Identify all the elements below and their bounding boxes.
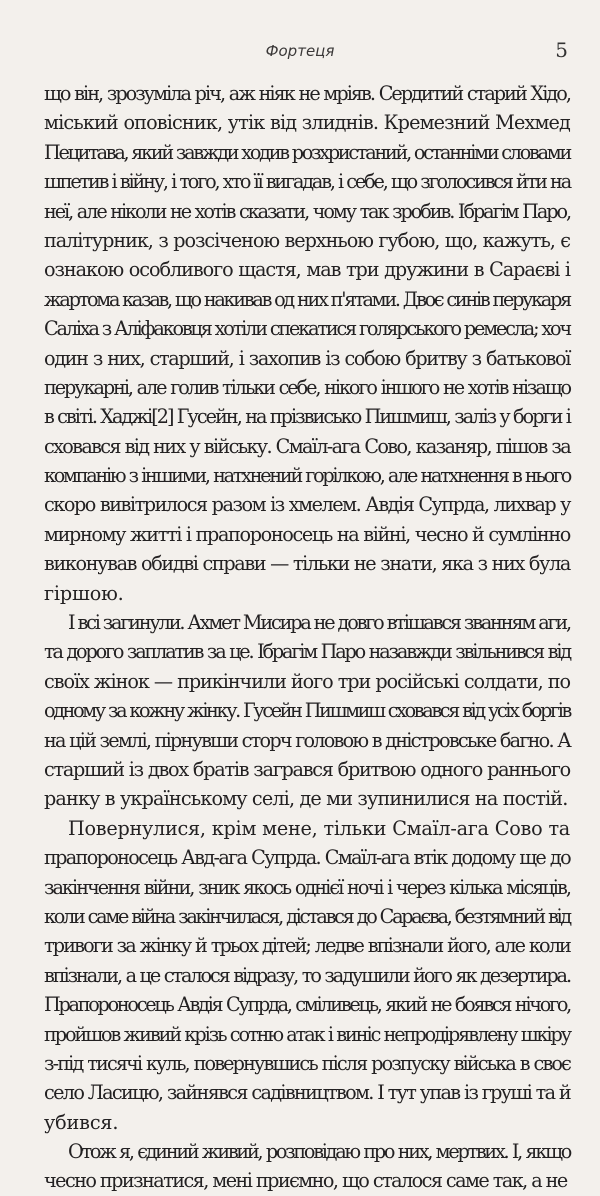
text-line: на цій землі, пірнувши сторч головою в дністровське багно. А bbox=[44, 728, 570, 752]
text-line: І всі загинули. Ахмет Мисира не довго втішався званням аги, bbox=[68, 611, 570, 635]
running-title: Фортеця bbox=[265, 42, 335, 60]
text-line: Саліха з Аліфаковця хотіли спекатися голярського ремесла; хоч bbox=[44, 317, 570, 341]
text-line: прапороносець Авд-ага Супрда. Смаїл-ага втік додому ще до bbox=[44, 846, 570, 870]
text-line: коли саме війна закінчилася, дістався до Сараєва, безтямний від bbox=[44, 904, 570, 928]
text-line: Отож я, єдиний живий, розповідаю про них, мертвих. І, якщо bbox=[68, 1140, 570, 1164]
text-line: один з них, старший, і захопив із собою бритву з батькової bbox=[44, 346, 570, 370]
text-line: впізнали, а це сталося відразу, то задушили його як дезертира. bbox=[44, 963, 570, 987]
text-line: своїх жінок — прикінчили його три російські солдати, по bbox=[44, 669, 570, 693]
paragraph bbox=[44, 1137, 570, 1196]
text-line: з-під тисячі куль, повернувшись після розпуску війська в своє bbox=[44, 1051, 570, 1075]
text-line: старший із двох братів загрався бритвою одного раннього bbox=[44, 757, 570, 781]
text-line: гіршою. bbox=[44, 581, 124, 605]
text-line: ранку в українському селі, де ми зупинилися на постій. bbox=[44, 787, 568, 811]
text-line: Повернулися, крім мене, тільки Смаїл-ага Сово та bbox=[68, 816, 570, 840]
text-line: та дорого заплатив за це. Ібрагім Паро назавжди звільнився від bbox=[44, 640, 570, 664]
body-text bbox=[44, 79, 570, 1196]
text-line: що він, зрозуміла річ, аж ніяк не мріяв. Сердитий старий Хідо, bbox=[44, 82, 570, 105]
text-line: чесно признатися, мені приємно, що сталося саме так, а не bbox=[44, 1169, 567, 1193]
text-line: Прапороносець Авдія Супрда, сміливець, який не боявся нічого, bbox=[44, 993, 570, 1017]
text-line: Пецитава, який завжди ходив розхристаний, останніми словами bbox=[44, 140, 570, 164]
text-line: неї, але ніколи не хотів сказати, чому так зробив. Ібрагім Паро, bbox=[44, 199, 570, 223]
page-header bbox=[0, 38, 600, 68]
text-line: одному за кожну жінку. Гусейн Пишмиш сховався від усіх боргів bbox=[44, 699, 570, 723]
text-line: убився. bbox=[44, 1110, 119, 1134]
text-line: міський оповісник, утік від злиднів. Кремезний Мехмед bbox=[44, 111, 570, 135]
text-line: шпетив і війну, і того, хто її вигадав, і себе, що зголосився йти на bbox=[44, 170, 570, 194]
text-line: в світі. Хаджі[2] Гусейн, на прізвисько Пишмиш, заліз у борги і bbox=[44, 405, 570, 429]
text-line: сховався від них у війську. Смаїл-ага Сово, казаняр, пішов за bbox=[44, 434, 570, 458]
text-line: пройшов живий крізь сотню атак і виніс непродірявлену шкіру bbox=[44, 1022, 570, 1046]
text-line: мирному житті і прапороносець на війні, чесно й сумлінно bbox=[44, 522, 570, 546]
text-line: виконував обидві справи — тільки не знати, яка з них була bbox=[44, 552, 570, 576]
page-number: 5 bbox=[555, 38, 568, 62]
paragraph bbox=[44, 814, 570, 1137]
text-line: компанію з іншими, натхнений горілкою, але натхнення в нього bbox=[44, 464, 570, 488]
text-line: тривоги за жінку й трьох дітей; ледве впізнали його, але коли bbox=[44, 934, 570, 958]
text-line: скоро вивітрилося разом із хмелем. Авдія Супрда, лихвар у bbox=[44, 493, 570, 517]
text-line: закінчення війни, зник якось однієї ночі і через кілька місяців, bbox=[44, 875, 570, 899]
text-line: перукарні, але голив тільки себе, нікого іншого не хотів нізащо bbox=[44, 375, 570, 399]
paragraph bbox=[44, 79, 570, 608]
text-line: палітурник, з розсіченою верхньою губою, що, кажуть, є bbox=[44, 228, 570, 252]
paragraph bbox=[44, 608, 570, 814]
text-line: ознакою особливого щастя, мав три дружини в Сараєві і bbox=[44, 258, 570, 282]
text-line: жартома казав, що накивав од них п'ятами. Двоє синів перукаря bbox=[44, 287, 570, 311]
text-line: село Ласицю, зайнявся садівництвом. І тут упав із груші та й bbox=[44, 1081, 570, 1105]
